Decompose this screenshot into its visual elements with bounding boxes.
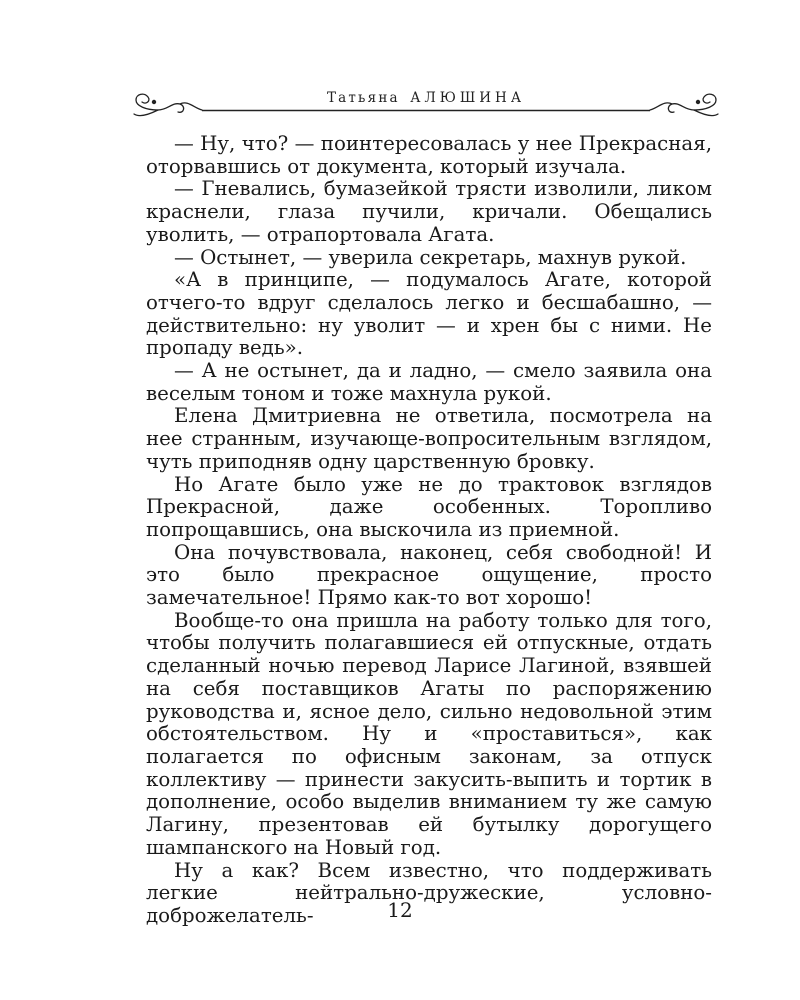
paragraph: Но Агате было уже не до трактовок взглядов Прекрасной, даже особенных. Торопливо попрощавшись, она выскочила из приемной. [146, 472, 712, 541]
paragraph: — Ну, что? — поинтересовалась у нее Прекрасная, оторвавшись от документа, который изучала. [146, 132, 712, 178]
paragraph: «А в принципе, — подумалось Агате, которой отчего-то вдруг сделалось легко и бесшабашно, — действительно: ну уволит — и хрен бы с ними. Не пропаду ведь». [146, 268, 712, 360]
paragraph: — Гневались, бумазейкой трясти изволили, ликом краснели, глаза пучили, кричали. Обещались уволить, — отрапортовала Агата. [146, 177, 712, 246]
author-last-name: АЛЮШИНА [410, 90, 526, 106]
running-header [128, 88, 724, 124]
author-first-name: Татьяна [326, 90, 400, 106]
paragraph: Елена Дмитриевна не ответила, посмотрела на нее странным, изучающе-вопросительным взглядом, чуть приподняв одну царственную бровку. [146, 404, 712, 473]
body-text [146, 133, 712, 928]
paragraph: — А не остынет, да и ладно, — смело заявила она веселым тоном и тоже махнула рукой. [146, 359, 712, 405]
paragraph: — Остынет, — уверила секретарь, махнув рукой. [174, 245, 687, 269]
page-number: 12 [387, 898, 413, 922]
paragraph: Она почувствовала, наконец, себя свободной! И это было прекрасное ощущение, просто замечательное! Прямо как-то вот хорошо! [146, 540, 712, 610]
running-head-title [128, 90, 724, 106]
paragraph: Ну а как? Всем известно, что поддерживать легкие нейтрально-дружеские, условно-доброжелатель- [146, 858, 712, 927]
paragraph: Вообще-то она пришла на работу только для того, чтобы получить полагавшиеся ей отпускные, отдать сделанный ночью перевод Ларисе Лагиной, взявшей на себя поставщиков Агаты по распоряжению руководства и, ясное дело, сильно недовольной этим обстоятельством. Ну и «проставиться», как полагается по офисным законам, за отпуск коллективу — принести закусить-выпить и тортик в дополнение, особо выделив вниманием ту же самую Лагину, презентовав ей бутылку дорогущего шампанского на Новый год. [146, 608, 712, 859]
